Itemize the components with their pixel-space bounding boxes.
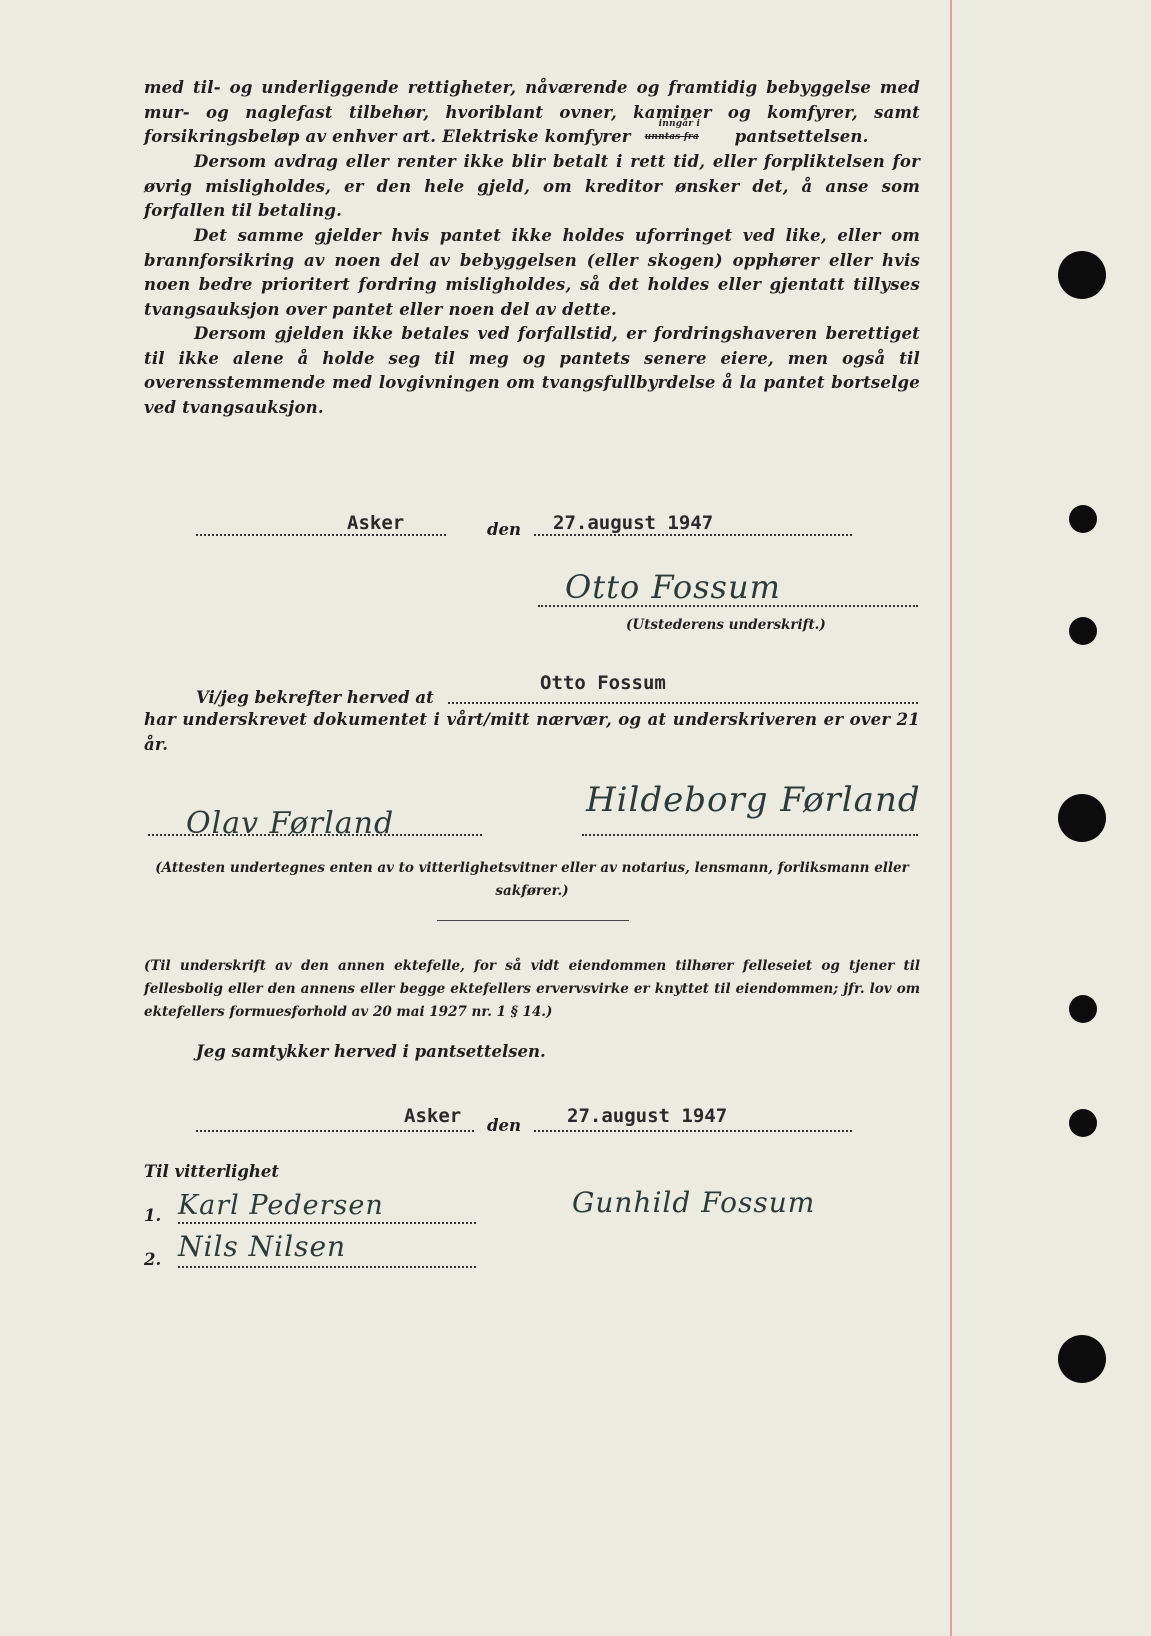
confirmation-text: har underskrevet dokumentet i vårt/mitt nærvær, og at underskriveren er over 21 år. [144,710,920,754]
witness-signature-left: Olav Førland [186,806,395,841]
issuer-signature: Otto Fossum [565,568,781,606]
paragraph-3 [144,224,920,322]
punch-hole [1069,995,1097,1023]
unntas-label: unntas fra [644,132,699,142]
place-dots-2 [196,1130,474,1132]
confirmation-dots [448,702,918,704]
date-dots-2 [534,1130,852,1132]
witness-signature-1: Karl Pedersen [178,1190,384,1221]
punch-hole [1058,251,1106,299]
den-label-2: den [487,1116,522,1135]
paragraph-1-text: med til- og underliggende rettigheter, nåværende og framtidig bebyggelse med mur- og naglefast tilbehør, hvoriblant ovner, kaminer og komfyrer, samt forsikringsbeløp av enhver art. Elektriske komfyrer [144,78,920,146]
witness-dots-1 [178,1222,476,1224]
witness-signature-right: Hildeborg Førland [586,780,921,820]
paragraph-1-end: pantsettelsen. [734,127,869,146]
witness-dots-right [582,834,918,836]
witness-signature-2: Nils Nilsen [178,1230,347,1263]
paragraph-2-text: Dersom avdrag eller renter ikke blir betalt i rett tid, eller forpliktelsen for øvrig misligholdes, er den hele gjeld, om kreditor ønsker det, å anse som forfallen til betaling. [144,152,920,220]
attest-note: (Attesten undertegnes enten av to vitterlighetsvitner eller av notarius, lensmann, forliksmann eller sakfører.) [155,860,909,899]
punch-hole [1058,794,1106,842]
paragraph-3-text: Det samme gjelder hvis pantet ikke holdes uforringet ved like, eller om brannforsikring av noen del av bebyggelsen (eller skogen) opphører eller hvis noen bedre prioritert fordring misligholdes, så det holdes eller gjentatt tillyses tvangsauksjon over pantet eller noen del av dette. [144,226,920,319]
consent-text: Jeg samtykker herved i pantsettelsen. [196,1042,546,1061]
issuer-caption: (Utstederens underskrift.) [626,617,826,633]
inngar-label: inngår i [658,119,701,129]
paragraph-1 [144,76,920,150]
paragraph-2 [144,150,920,224]
witness-label: Til vitterlighet [144,1162,280,1181]
date-2: 27.august 1947 [567,1105,728,1127]
punch-hole [1058,1335,1106,1383]
witness-number-1: 1. [144,1206,162,1225]
witness-number-2: 2. [144,1250,162,1269]
divider-rule [437,920,629,921]
date-dots-1 [534,534,852,536]
spouse-note: (Til underskrift av den annen ektefelle, for så vidt eiendommen tilhører felleseiet og tjener til fellesbolig eller den annens eller begge ektefellers ervervsvirke er knyttet til eiendommen; jfr. lov om ektefellers formuesforhold av 20 mai 1927 nr. 1 § 14.) [144,958,920,1020]
witness-dots-left [148,834,482,836]
punch-hole [1069,505,1097,533]
punch-hole [1069,617,1097,645]
paragraph-4-text: Dersom gjelden ikke betales ved forfallstid, er fordringshaveren berettiget til ikke alene å holde seg til meg og pantets senere eiere, men også til overensstemmende med lovgivningen om tvangsfullbyrdelse å la pantet bortselge ved tvangsauksjon. [144,324,920,417]
confirmation-prefix: Vi/jeg bekrefter herved at [196,688,434,707]
place-1: Asker [347,512,405,534]
margin-line [950,0,952,1636]
witness-dots-2 [178,1266,476,1268]
place-dots-1 [196,534,446,536]
spouse-signature: Gunhild Fossum [572,1186,816,1219]
issuer-dots [538,605,918,607]
den-label-1: den [487,520,522,539]
punch-hole [1069,1109,1097,1137]
place-2: Asker [404,1105,462,1127]
confirmation-name: Otto Fossum [540,672,666,694]
paragraph-4 [144,322,920,420]
date-1: 27.august 1947 [553,512,714,534]
